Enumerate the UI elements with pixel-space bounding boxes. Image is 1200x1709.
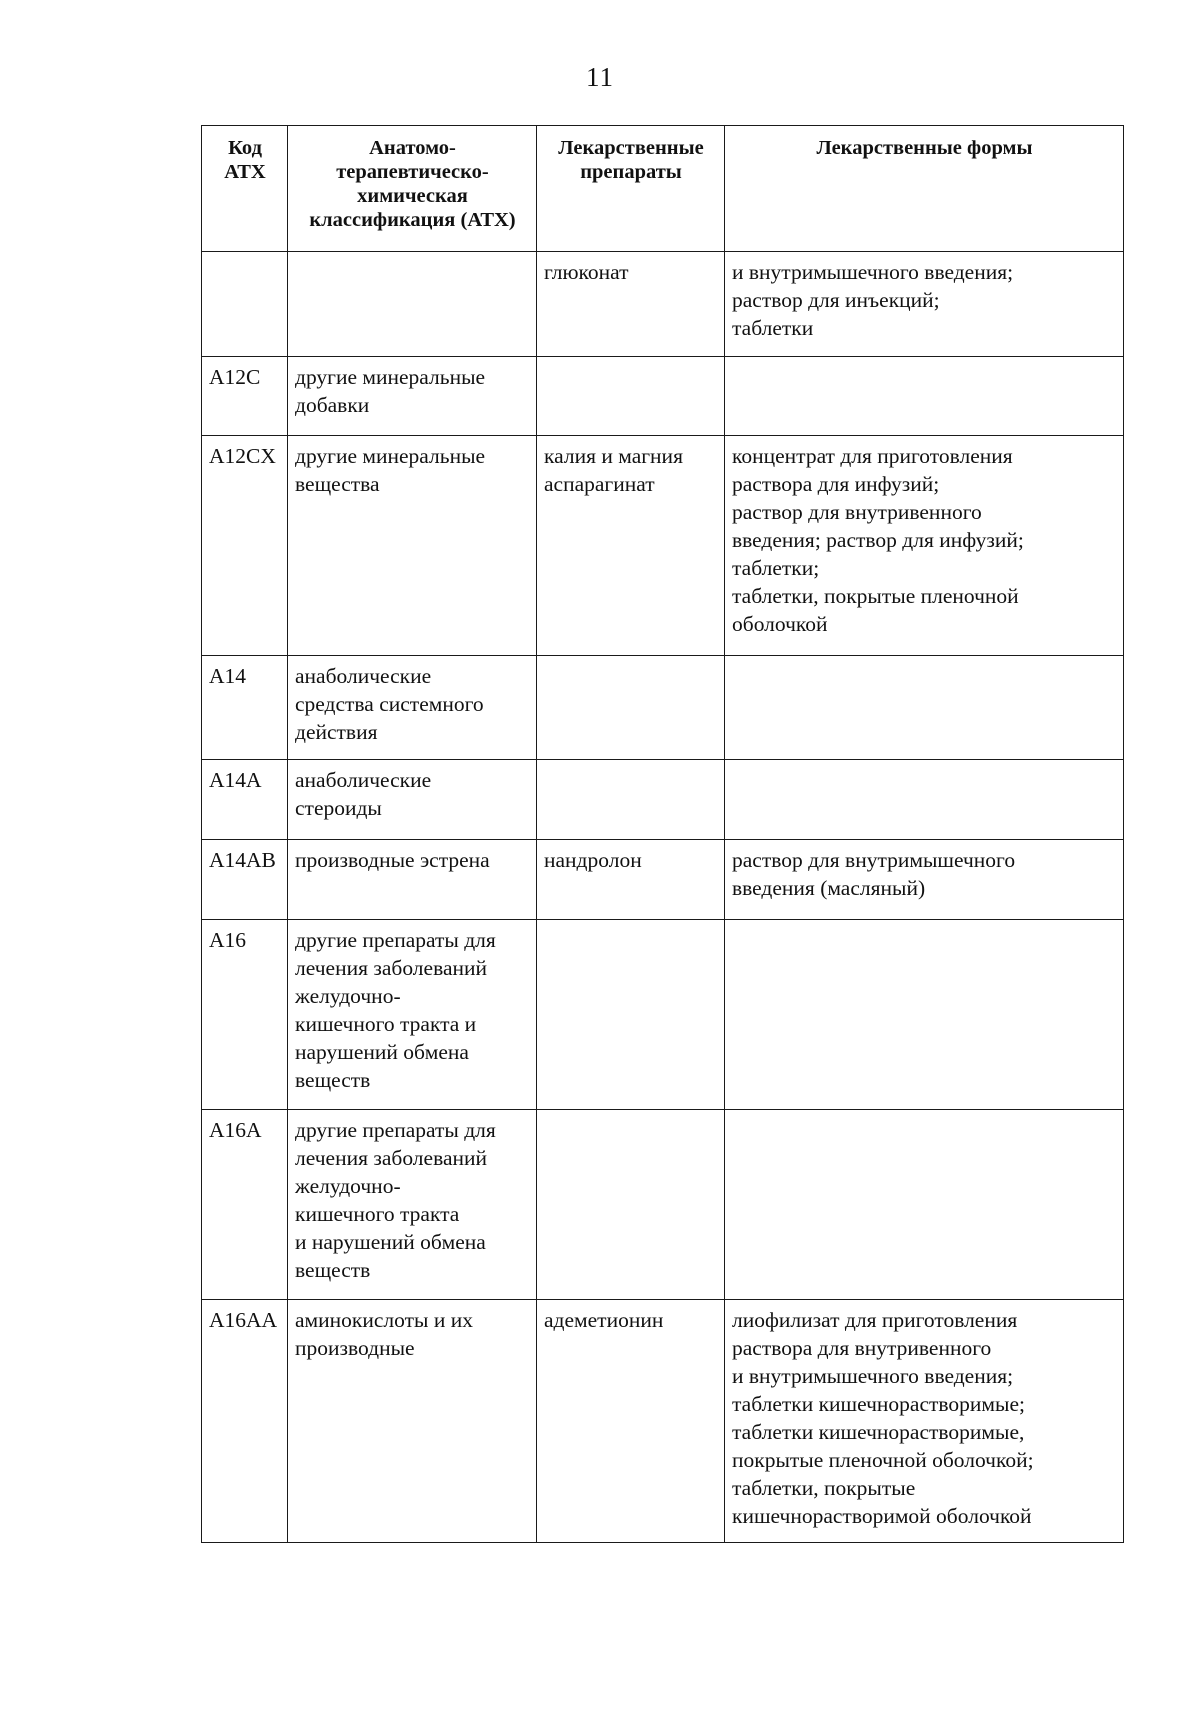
cell-classification: анаболические средства системного действия xyxy=(288,656,537,760)
header-drugs: Лекарственные препараты xyxy=(537,126,725,252)
cell-forms: концентрат для приготовления раствора для инфузий; раствор для внутривенного введения; раствор для инфузий; таблетки; таблетки, покрытые пленочной оболочкой xyxy=(725,436,1124,656)
cell-drugs: нандролон xyxy=(537,840,725,920)
table-row xyxy=(202,656,1124,760)
header-forms: Лекарственные формы xyxy=(725,126,1124,252)
table-row xyxy=(202,252,1124,357)
cell-classification xyxy=(288,252,537,357)
header-classification: Анатомо- терапевтическо- химическая классификация (АТХ) xyxy=(288,126,537,252)
header-code: Код АТХ xyxy=(202,126,288,252)
cell-code: A16AA xyxy=(202,1300,288,1543)
table-row xyxy=(202,920,1124,1110)
table-row xyxy=(202,760,1124,840)
cell-code xyxy=(202,252,288,357)
cell-classification: производные эстрена xyxy=(288,840,537,920)
cell-classification: аминокислоты и их производные xyxy=(288,1300,537,1543)
cell-classification: другие препараты для лечения заболеваний желудочно- кишечного тракта и нарушений обмена веществ xyxy=(288,1110,537,1300)
cell-forms: лиофилизат для приготовления раствора для внутривенного и внутримышечного введения; таблетки кишечнорастворимые; таблетки кишечнорастворимые, покрытые пленочной оболочкой; таблетки, покрытые кишечнорастворимой оболочкой xyxy=(725,1300,1124,1543)
cell-forms: раствор для внутримышечного введения (масляный) xyxy=(725,840,1124,920)
cell-code: A14 xyxy=(202,656,288,760)
table-row xyxy=(202,357,1124,436)
cell-drugs: глюконат xyxy=(537,252,725,357)
cell-code: A16A xyxy=(202,1110,288,1300)
cell-forms: и внутримышечного введения; раствор для инъекций; таблетки xyxy=(725,252,1124,357)
cell-classification: другие препараты для лечения заболеваний желудочно- кишечного тракта и нарушений обмена веществ xyxy=(288,920,537,1110)
cell-code: A12C xyxy=(202,357,288,436)
cell-forms xyxy=(725,656,1124,760)
cell-drugs xyxy=(537,1110,725,1300)
cell-drugs: адеметионин xyxy=(537,1300,725,1543)
table-row xyxy=(202,436,1124,656)
cell-drugs xyxy=(537,656,725,760)
cell-classification: другие минеральные добавки xyxy=(288,357,537,436)
table-row xyxy=(202,1110,1124,1300)
cell-code: A12CX xyxy=(202,436,288,656)
cell-code: A14AB xyxy=(202,840,288,920)
cell-code: A16 xyxy=(202,920,288,1110)
table-row xyxy=(202,840,1124,920)
table-header-row xyxy=(202,126,1124,252)
cell-drugs: калия и магния аспарагинат xyxy=(537,436,725,656)
cell-forms xyxy=(725,760,1124,840)
table-row xyxy=(202,1300,1124,1543)
cell-forms xyxy=(725,357,1124,436)
page-number: 11 xyxy=(586,62,614,92)
cell-forms xyxy=(725,1110,1124,1300)
cell-classification: анаболические стероиды xyxy=(288,760,537,840)
cell-drugs xyxy=(537,357,725,436)
cell-forms xyxy=(725,920,1124,1110)
cell-drugs xyxy=(537,920,725,1110)
cell-drugs xyxy=(537,760,725,840)
cell-code: A14A xyxy=(202,760,288,840)
atx-table xyxy=(201,125,1124,1543)
cell-classification: другие минеральные вещества xyxy=(288,436,537,656)
